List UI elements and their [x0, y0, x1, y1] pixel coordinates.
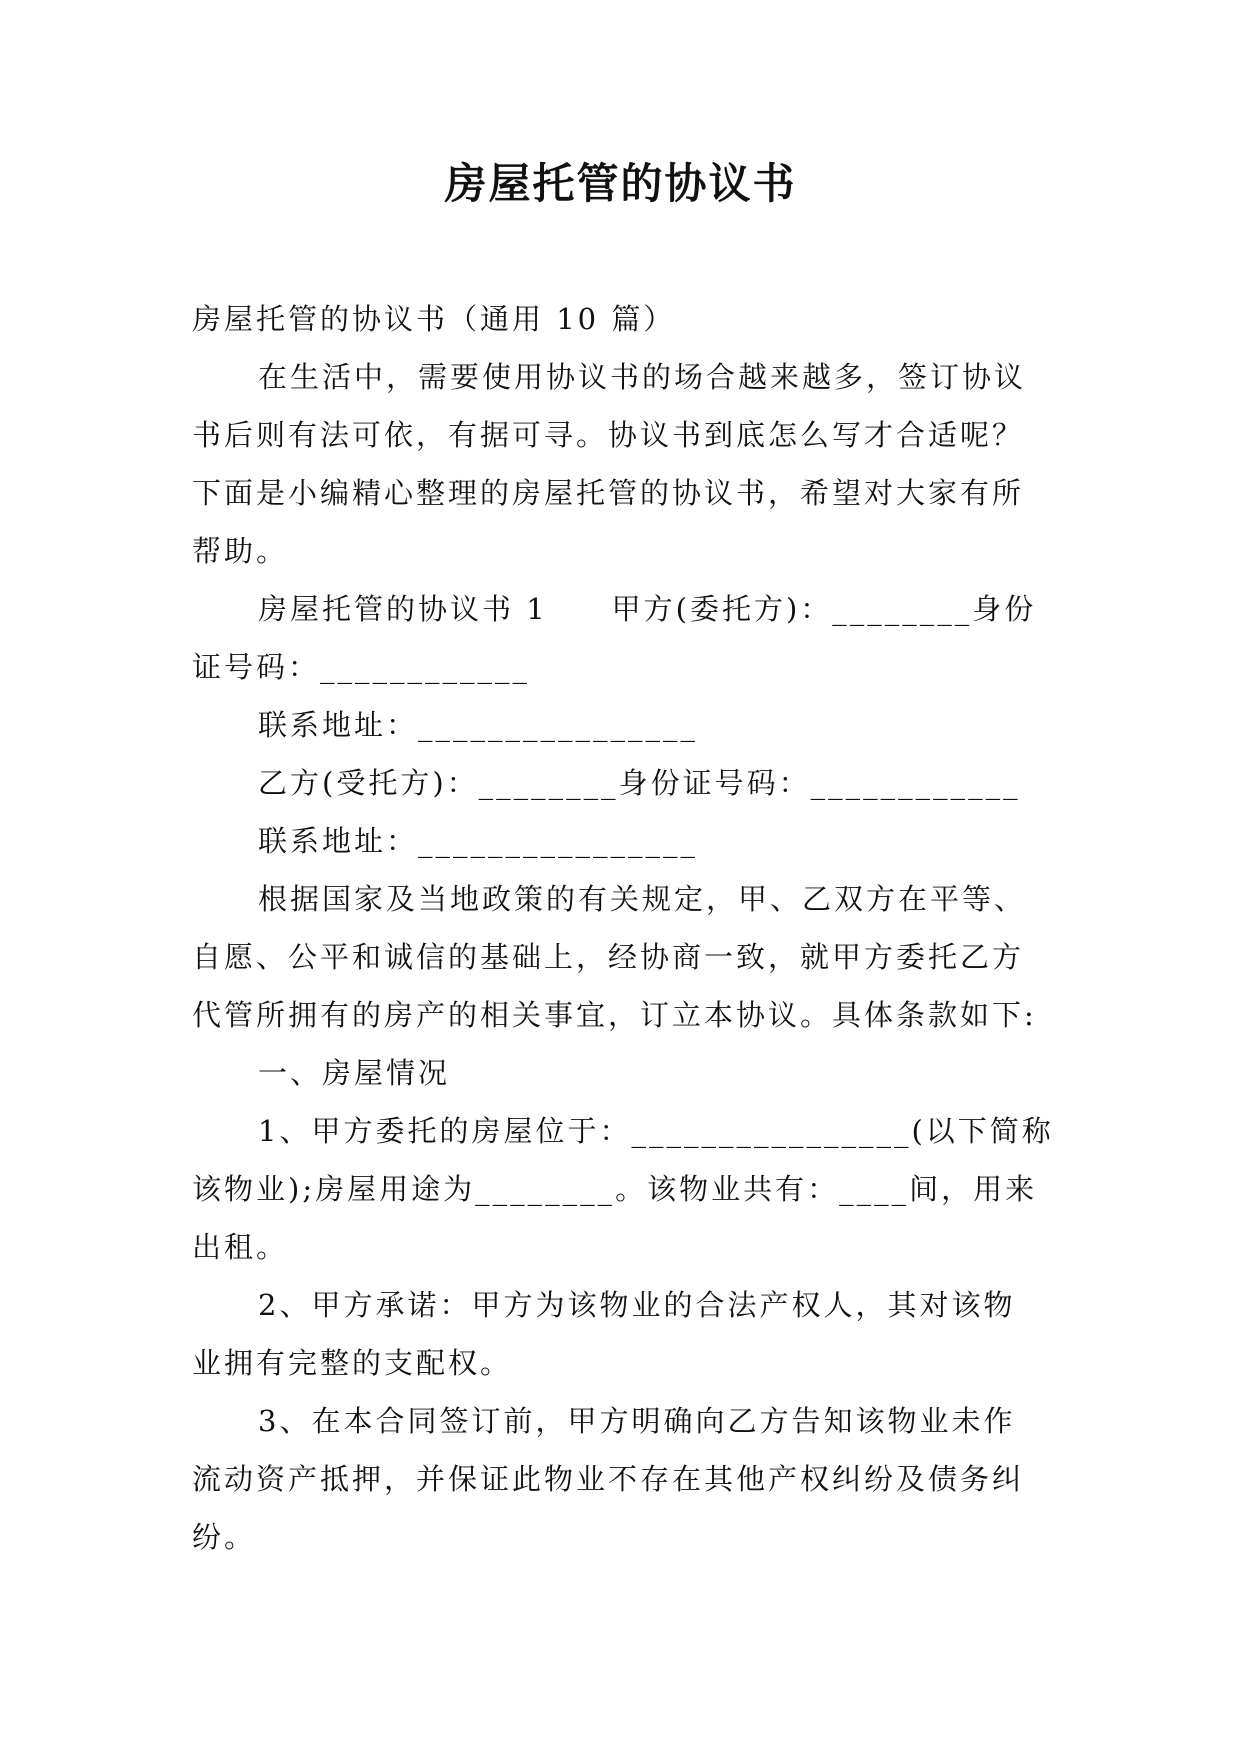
text-line: 证号码：____________: [192, 650, 531, 684]
document-title: 房屋托管的协议书: [444, 159, 797, 208]
text-line: 自愿、公平和诚信的基础上，经协商一致，就甲方委托乙方: [192, 940, 1025, 974]
document-body: [192, 290, 1052, 1566]
text-line: 1、甲方委托的房屋位于：________________(以下简称: [258, 1114, 1054, 1148]
text-line: 下面是小编精心整理的房屋托管的协议书，希望对大家有所: [192, 476, 1025, 510]
text-line: 帮助。: [192, 534, 289, 568]
text-line: 乙方(受托方)：________身份证号码：____________: [258, 766, 1021, 800]
text-line: 3、在本合同签订前，甲方明确向乙方告知该物业未作: [258, 1404, 1016, 1438]
text-line: 该物业);房屋用途为________。该物业共有：____间，用来: [192, 1172, 1038, 1206]
text-line: 在生活中，需要使用协议书的场合越来越多，签订协议: [258, 360, 1027, 394]
text-line: 根据国家及当地政策的有关规定，甲、乙双方在平等、: [258, 882, 1027, 916]
text-line: 一、房屋情况: [258, 1056, 451, 1090]
text-line: 房屋托管的协议书（通用 10 篇）: [192, 302, 676, 336]
text-line: 联系地址：________________: [258, 708, 699, 742]
text-line: 2、甲方承诺：甲方为该物业的合法产权人，其对该物: [258, 1288, 1016, 1322]
text-line: 业拥有完整的支配权。: [192, 1346, 513, 1380]
text-line: 纷。: [192, 1520, 257, 1554]
text-line: 代管所拥有的房产的相关事宜，订立本协议。具体条款如下:: [192, 998, 1037, 1032]
text-line: 出租。: [192, 1230, 289, 1264]
text-line: 流动资产抵押，并保证此物业不存在其他产权纠纷及债务纠: [192, 1462, 1025, 1496]
text-line: 书后则有法可依，有据可寻。协议书到底怎么写才合适呢？: [192, 418, 1025, 452]
text-line: 联系地址：________________: [258, 824, 699, 858]
text-line: 房屋托管的协议书 1 甲方(委托方)：________身份: [258, 592, 1037, 626]
